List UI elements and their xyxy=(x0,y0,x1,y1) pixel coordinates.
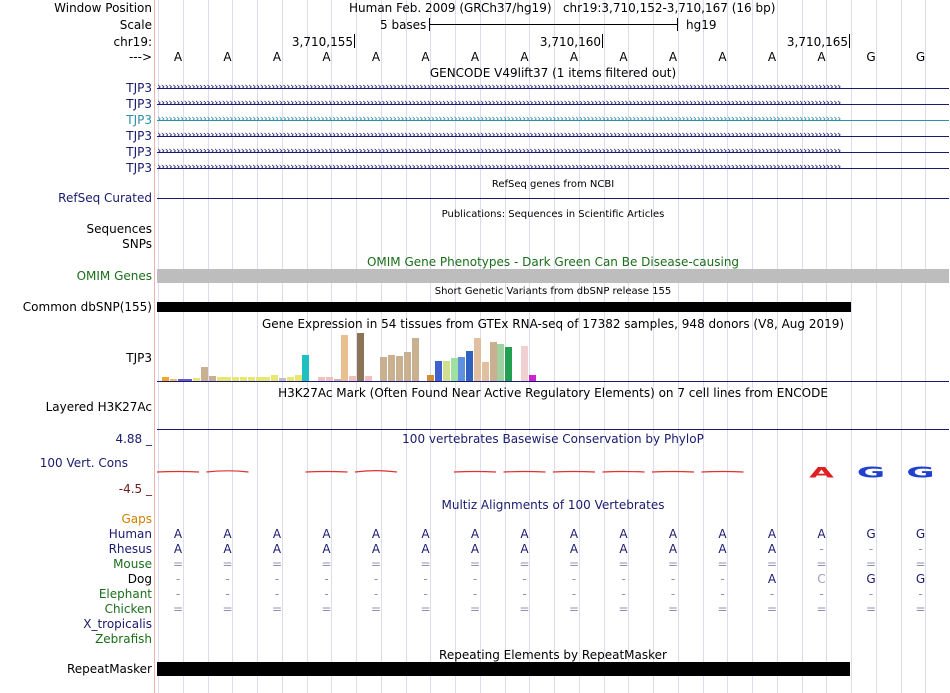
phylop-logo-letter[interactable]: G xyxy=(906,463,935,482)
tick-label-1: 3,710,155 xyxy=(291,35,353,49)
alignment-base: = xyxy=(222,557,233,571)
phylop-score-mark[interactable] xyxy=(603,472,645,473)
gencode-transcript-feature[interactable]: ›››››››››››››››››››››››››››››››››››››››››››››››››››››››››››››››››››››››››››››››››››››››››››››››››››››››››››››››››››››››››››››››››››››››››››››››››››››››››››››››››››››››››››››››››››› xyxy=(157,98,949,111)
phylop-max-label: 4.88 _ xyxy=(115,432,152,446)
alignment-base: A xyxy=(569,527,579,541)
alignment-base: = xyxy=(766,602,778,616)
alignment-base: = xyxy=(618,557,629,571)
sequence-base: A xyxy=(619,50,628,64)
alignment-base: = xyxy=(370,602,382,616)
gaps-label: Gaps xyxy=(121,512,152,526)
chrom-label: chr19: xyxy=(113,35,152,49)
alignment-base: G xyxy=(866,527,876,541)
alignment-base: A xyxy=(421,542,430,556)
gencode-transcript-label[interactable]: TJP3 xyxy=(126,97,152,111)
refseq-track-line[interactable] xyxy=(157,198,949,199)
refseq-track-label[interactable]: RefSeq Curated xyxy=(58,191,152,205)
alignment-base: = xyxy=(370,557,382,571)
sequence-base: A xyxy=(668,50,678,64)
snps-track-label[interactable]: SNPs xyxy=(122,237,152,251)
omim-track-title[interactable]: OMIM Gene Phenotypes - Dark Green Can Be Disease-causing xyxy=(366,255,740,269)
alignment-base: - xyxy=(274,572,280,586)
species-label[interactable]: Mouse xyxy=(113,557,152,571)
alignment-base: A xyxy=(817,527,826,541)
h3k27ac-baseline xyxy=(157,429,949,430)
alignment-base: - xyxy=(324,587,329,601)
scale-bar xyxy=(429,24,677,25)
gtex-bar-chart[interactable] xyxy=(157,331,949,381)
sequence-base: G xyxy=(866,50,876,64)
gtex-tissue-bar[interactable] xyxy=(497,344,504,381)
label-separator xyxy=(154,0,155,693)
alignment-base: A xyxy=(173,542,183,556)
scale-assembly: hg19 xyxy=(686,18,717,32)
alignment-base: A xyxy=(619,542,628,556)
species-label[interactable]: Zebrafish xyxy=(95,632,152,646)
gtex-tissue-bar[interactable] xyxy=(505,347,512,381)
alignment-base: = xyxy=(865,602,877,616)
alignment-base: - xyxy=(670,572,676,586)
alignment-base: - xyxy=(868,587,874,601)
gtex-tissue-bar[interactable] xyxy=(341,335,348,381)
sequence-base: A xyxy=(817,50,826,64)
phylop-graph[interactable] xyxy=(157,446,949,490)
phylop-logo-letter[interactable]: A xyxy=(809,464,834,482)
alignment-base: = xyxy=(865,557,877,571)
gencode-transcript-label[interactable]: TJP3 xyxy=(126,129,152,143)
alignment-base: = xyxy=(321,602,332,616)
sequence-base: A xyxy=(272,50,282,64)
omim-track-label[interactable]: OMIM Genes xyxy=(76,269,152,283)
scale-label: Scale xyxy=(119,18,152,32)
gencode-transcript-label[interactable]: TJP3 xyxy=(126,113,152,127)
gtex-track-title[interactable]: Gene Expression in 54 tissues from GTEx RNA-seq of 17382 samples, 948 donors (V8, Aug 2019) xyxy=(261,317,845,331)
phylop-score-mark[interactable] xyxy=(207,471,249,472)
gtex-tissue-bar[interactable] xyxy=(357,333,364,381)
sequence-base: A xyxy=(173,50,183,64)
gtex-track-label[interactable]: TJP3 xyxy=(126,351,152,365)
gtex-tissue-bar[interactable] xyxy=(466,351,473,381)
repeatmasker-track-label[interactable]: RepeatMasker xyxy=(66,662,152,676)
alignment-base: = xyxy=(717,602,728,616)
gtex-tissue-bar[interactable] xyxy=(490,342,497,381)
alignment-base: A xyxy=(569,542,579,556)
phylop-track-title[interactable]: 100 vertebrates Basewise Conservation by PhyloP xyxy=(402,432,704,446)
sequence-base: A xyxy=(569,50,579,64)
species-label[interactable]: Human xyxy=(108,527,152,541)
gtex-tissue-bar[interactable] xyxy=(396,356,403,381)
alignment-base: A xyxy=(619,527,628,541)
phylop-score-mark[interactable] xyxy=(553,472,595,473)
gtex-tissue-bar[interactable] xyxy=(451,358,458,381)
alignment-base: - xyxy=(621,587,626,601)
sequence-base: A xyxy=(470,50,480,64)
alignment-base: - xyxy=(373,587,379,601)
sequence-base: A xyxy=(223,50,232,64)
alignment-base: A xyxy=(223,527,232,541)
omim-feature[interactable] xyxy=(157,269,949,283)
tick-label-3: 3,710,165 xyxy=(786,35,848,49)
tick-mark-2 xyxy=(602,34,603,48)
alignment-base: A xyxy=(668,527,678,541)
phylop-logo-letter[interactable]: G xyxy=(856,463,886,482)
alignment-base: A xyxy=(767,572,777,586)
phylop-track-label[interactable]: 100 Vert. Cons xyxy=(39,456,128,470)
alignment-base: = xyxy=(618,602,629,616)
alignment-base: - xyxy=(720,587,725,601)
gencode-transcript-label[interactable]: TJP3 xyxy=(126,81,152,95)
alignment-base: = xyxy=(222,602,233,616)
alignment-base: - xyxy=(918,542,923,556)
alignment-base: = xyxy=(172,557,184,571)
gencode-transcript-feature[interactable]: ›››››››››››››››››››››››››››››››››››››››››››››››››››››››››››››››››››››››››››››››››››››››››››››››››››››››››››››››››››››››››››››››››››››››››››››››››››››››››››››››››››››››››››››››››››› xyxy=(157,146,949,159)
alignment-base: = xyxy=(667,557,679,571)
publications-track-title[interactable]: Publications: Sequences in Scientific Articles xyxy=(441,209,665,220)
alignment-base: A xyxy=(371,542,381,556)
alignment-base: = xyxy=(816,557,827,571)
window-position-text: Human Feb. 2009 (GRCh37/hg19) chr19:3,710,152-3,710,167 (16 bp) xyxy=(349,1,776,15)
sequence-base: A xyxy=(371,50,381,64)
alignment-base: - xyxy=(819,587,824,601)
alignment-base: A xyxy=(470,542,480,556)
alignment-base: - xyxy=(571,572,577,586)
sequence-base: G xyxy=(915,50,926,64)
alignment-base: G xyxy=(866,572,876,586)
h3k27ac-track-title[interactable]: H3K27Ac Mark (Often Found Near Active Regulatory Elements) on 7 cell lines from ENCODE xyxy=(278,386,828,400)
alignment-base: G xyxy=(915,527,926,541)
gtex-baseline xyxy=(157,381,949,382)
scale-bar-left-tick xyxy=(429,18,430,31)
alignment-base: - xyxy=(720,572,725,586)
gencode-transcript-label[interactable]: TJP3 xyxy=(126,145,152,159)
gtex-tissue-bar[interactable] xyxy=(443,361,450,381)
alignment-base: A xyxy=(470,527,480,541)
alignment-base: = xyxy=(519,602,530,616)
species-label[interactable]: X_tropicalis xyxy=(83,617,152,631)
window-position-label: Window Position xyxy=(54,1,152,15)
gtex-tissue-bar[interactable] xyxy=(302,355,309,381)
phylop-score-mark[interactable] xyxy=(454,472,496,473)
gtex-tissue-bar[interactable] xyxy=(474,338,481,381)
gencode-transcript-feature[interactable]: ›››››››››››››››››››››››››››››››››››››››››››››››››››››››››››››››››››››››››››››››››››››››››››››››››››››››››››››››››››››››››››››››››››››››››››››››››››››››››››››››››››››››››››››››››››› xyxy=(157,130,949,143)
gtex-tissue-bar[interactable] xyxy=(412,338,419,381)
alignment-base: - xyxy=(769,587,775,601)
refseq-track-title[interactable]: RefSeq genes from NCBI xyxy=(491,179,615,190)
gtex-tissue-bar[interactable] xyxy=(380,357,387,381)
alignment-base: = xyxy=(172,602,184,616)
tick-mark-1 xyxy=(354,34,355,48)
alignment-base: = xyxy=(717,557,728,571)
phylop-score-mark[interactable] xyxy=(355,471,397,472)
scale-bar-right-tick xyxy=(677,18,678,31)
gencode-transcript-feature[interactable]: ›››››››››››››››››››››››››››››››››››››››››››››››››››››››››››››››››››››››››››››››››››››››››››››››››››››››››››››››››››››››››››››››››››››››››››››››››››››››››››››››››››››››››››››››››››› xyxy=(157,82,949,95)
alignment-base: - xyxy=(571,587,577,601)
gtex-tissue-bar[interactable] xyxy=(404,352,411,381)
gencode-transcript-label[interactable]: TJP3 xyxy=(126,161,152,175)
phylop-score-mark[interactable] xyxy=(306,472,348,473)
alignment-base: - xyxy=(472,572,478,586)
species-label[interactable]: Chicken xyxy=(104,602,152,616)
alignment-base: A xyxy=(520,527,529,541)
alignment-base: A xyxy=(173,527,183,541)
alignment-base: = xyxy=(271,557,283,571)
sequence-base: A xyxy=(520,50,529,64)
alignment-base: = xyxy=(519,557,530,571)
alignment-base: A xyxy=(718,542,727,556)
alignment-base: A xyxy=(767,542,777,556)
alignment-base: A xyxy=(668,542,678,556)
alignment-base: = xyxy=(469,557,481,571)
repeatmasker-track-title[interactable]: Repeating Elements by RepeatMasker xyxy=(439,648,667,662)
alignment-base: = xyxy=(667,602,679,616)
dbsnp-feature[interactable] xyxy=(157,302,851,312)
gtex-tissue-bar[interactable] xyxy=(458,357,465,381)
phylop-score-mark[interactable] xyxy=(157,472,199,473)
h3k27ac-track-label[interactable]: Layered H3K27Ac xyxy=(45,400,152,414)
alignment-base: A xyxy=(272,527,282,541)
alignment-base: - xyxy=(868,542,874,556)
alignment-base: = xyxy=(420,602,431,616)
strand-label: ---> xyxy=(128,50,152,64)
alignment-base: C xyxy=(817,572,826,586)
alignment-base: - xyxy=(918,587,923,601)
alignment-base: = xyxy=(766,557,778,571)
alignment-base: G xyxy=(915,572,926,586)
alignment-base: = xyxy=(915,602,926,616)
repeatmasker-feature[interactable] xyxy=(157,662,850,676)
alignment-base: - xyxy=(670,587,676,601)
species-label[interactable]: Elephant xyxy=(98,587,152,601)
phylop-score-mark[interactable] xyxy=(504,472,546,473)
multiz-track-title[interactable]: Multiz Alignments of 100 Vertebrates xyxy=(441,498,665,512)
dbsnp-track-label[interactable]: Common dbSNP(155) xyxy=(22,300,152,314)
alignment-base: - xyxy=(522,587,527,601)
alignment-base: A xyxy=(272,542,282,556)
sequence-base: A xyxy=(718,50,727,64)
alignment-base: = xyxy=(420,557,431,571)
sequence-base: A xyxy=(421,50,430,64)
alignment-base: - xyxy=(373,572,379,586)
alignment-base: - xyxy=(225,572,230,586)
alignment-base: = xyxy=(469,602,481,616)
tick-label-2: 3,710,160 xyxy=(539,35,601,49)
gtex-tissue-bar[interactable] xyxy=(201,367,208,381)
tick-mark-3 xyxy=(849,34,850,48)
alignment-base: A xyxy=(322,527,331,541)
sequence-base: A xyxy=(767,50,777,64)
alignment-base: - xyxy=(472,587,478,601)
alignment-base: - xyxy=(175,572,181,586)
alignment-base: - xyxy=(175,587,181,601)
phylop-score-mark[interactable] xyxy=(702,472,744,473)
phylop-min-label: -4.5 _ xyxy=(118,482,152,496)
gtex-tissue-bar[interactable] xyxy=(521,346,528,381)
sequence-base: A xyxy=(322,50,331,64)
alignment-base: - xyxy=(324,572,329,586)
gencode-transcript-feature[interactable]: ›››››››››››››››››››››››››››››››››››››››››››››››››››››››››››››››››››››››››››››››››››››››››››››››››››››››››››››››››››››››››››››››››››››››››››››››››››››››››››››››››››››››››››››››››››› xyxy=(157,114,949,127)
alignment-base: A xyxy=(371,527,381,541)
alignment-base: - xyxy=(225,587,230,601)
alignment-base: A xyxy=(223,542,232,556)
alignment-base: = xyxy=(321,557,332,571)
gtex-tissue-bar[interactable] xyxy=(435,361,442,381)
gtex-tissue-bar[interactable] xyxy=(388,355,395,381)
scale-text: 5 bases xyxy=(380,18,427,32)
alignment-base: A xyxy=(421,527,430,541)
alignment-base: - xyxy=(423,572,428,586)
dbsnp-track-title[interactable]: Short Genetic Variants from dbSNP release 155 xyxy=(434,286,672,297)
phylop-score-mark[interactable] xyxy=(652,472,694,473)
alignment-base: - xyxy=(621,572,626,586)
alignment-base: - xyxy=(274,587,280,601)
alignment-base: = xyxy=(816,602,827,616)
species-label[interactable]: Rhesus xyxy=(108,542,152,556)
alignment-base: = xyxy=(915,557,926,571)
alignment-base: - xyxy=(819,542,824,556)
alignment-base: - xyxy=(423,587,428,601)
sequences-track-label[interactable]: Sequences xyxy=(86,222,152,236)
alignment-base: A xyxy=(520,542,529,556)
gtex-tissue-bar[interactable] xyxy=(482,362,489,381)
alignment-base: - xyxy=(522,572,527,586)
gencode-transcript-feature[interactable]: ›››››››››››››››››››››››››››››››››››››››››››››››››››››››››››››››››››››››››››››››››››››››››››››››››››››››››››››››››››››››››››››››››››››››››››››››››››››››››››››››››››››››››››››››››››› xyxy=(157,162,949,175)
alignment-base: = xyxy=(568,602,580,616)
gencode-track-title[interactable]: GENCODE V49lift37 (1 items filtered out) xyxy=(429,66,677,80)
alignment-base: A xyxy=(767,527,777,541)
alignment-base: A xyxy=(718,527,727,541)
alignment-base: = xyxy=(568,557,580,571)
alignment-base: A xyxy=(322,542,331,556)
alignment-base: = xyxy=(271,602,283,616)
species-label[interactable]: Dog xyxy=(127,572,152,586)
